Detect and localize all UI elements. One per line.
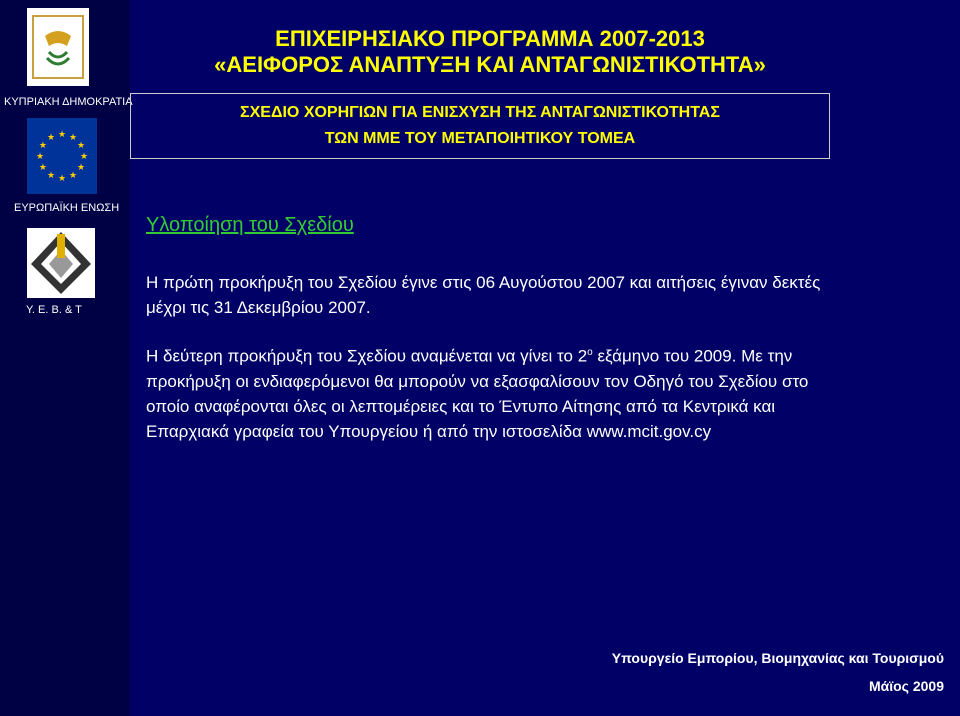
- eu-star-icon: ★: [77, 140, 86, 150]
- ordinal-suffix: ο: [587, 347, 593, 358]
- ministry-logo-icon: [27, 228, 95, 298]
- eu-star-icon: ★: [38, 162, 47, 172]
- section-title: Υλοποίηση του Σχεδίου: [146, 214, 354, 236]
- paragraph-second-call: [146, 340, 846, 444]
- eu-star-icon: ★: [79, 151, 89, 161]
- eu-star-icon: ★: [46, 170, 56, 181]
- scheme-title-line1: ΣΧΕΔΙΟ ΧΟΡΗΓΙΩΝ ΓΙΑ ΕΝΙΣΧΥΣΗ ΤΗΣ ΑΝΤΑΓΩΝΙΣΤΙΚΟΤΗΤΑΣ: [240, 104, 720, 121]
- scheme-title-box: [130, 93, 830, 159]
- paragraph-second-call-rest: εξάμηνο του 2009. Με την προκήρυξη οι ενδιαφερόμενοι θα μπορούν να εξασφαλίσουν τον Οδηγό του Σχεδίου στο οποίο αναφέρονται όλες οι λεπτομέρειες και το Έντυπο Αίτησης από τα Κεντρικά και Επαρχιακά γραφεία του Υπουργείου ή από την ιστοσελίδα www.mcit.gov.cy: [146, 346, 809, 441]
- eu-label: ΕΥΡΩΠΑΪΚΗ ΕΝΩΣΗ: [14, 202, 120, 214]
- eu-flag-icon: [27, 118, 97, 194]
- eu-star-icon: ★: [35, 151, 45, 161]
- program-title-line2: «ΑΕΙΦΟΡΟΣ ΑΝΑΠΤΥΞΗ ΚΑΙ ΑΝΤΑΓΩΝΙΣΤΙΚΟΤΗΤΑ»: [214, 52, 766, 77]
- cyprus-emblem-icon: [27, 8, 89, 86]
- eu-star-icon: ★: [46, 131, 56, 142]
- footer-date: Μάϊος 2009: [868, 678, 944, 694]
- paragraph-first-call: Η πρώτη προκήρυξη του Σχεδίου έγινε στις 06 Αυγούστου 2007 και αιτήσεις έγιναν δεκτές μέχρι τις 31 Δεκεμβρίου 2007.: [146, 273, 821, 317]
- ministry-label: Υ. Ε. Β. & Τ: [26, 304, 82, 316]
- footer-ministry: Υπουργείο Εμπορίου, Βιομηχανίας και Τουρισμού: [611, 650, 944, 666]
- program-title-line1: ΕΠΙΧΕΙΡΗΣΙΑΚΟ ΠΡΟΓΡΑΜΜΑ 2007-2013: [275, 26, 705, 51]
- scheme-title-line2: ΤΩΝ ΜΜΕ ΤΟΥ ΜΕΤΑΠΟΙΗΤΙΚΟΥ ΤΟΜΕΑ: [324, 130, 636, 147]
- eu-star-icon: ★: [38, 140, 47, 150]
- eu-star-icon: ★: [77, 162, 86, 172]
- eu-star-icon: ★: [57, 129, 67, 139]
- eu-star-icon: ★: [68, 170, 78, 181]
- cyprus-label: ΚΥΠΡΙΑΚΗ ΔΗΜΟΚΡΑΤΙΑ: [4, 96, 133, 108]
- sidebar: [0, 0, 133, 716]
- paragraph-second-call-start: Η δεύτερη προκήρυξη του Σχεδίου αναμένεται να γίνει το 2: [146, 346, 588, 366]
- eu-star-icon: ★: [57, 173, 67, 183]
- eu-star-icon: ★: [68, 131, 78, 142]
